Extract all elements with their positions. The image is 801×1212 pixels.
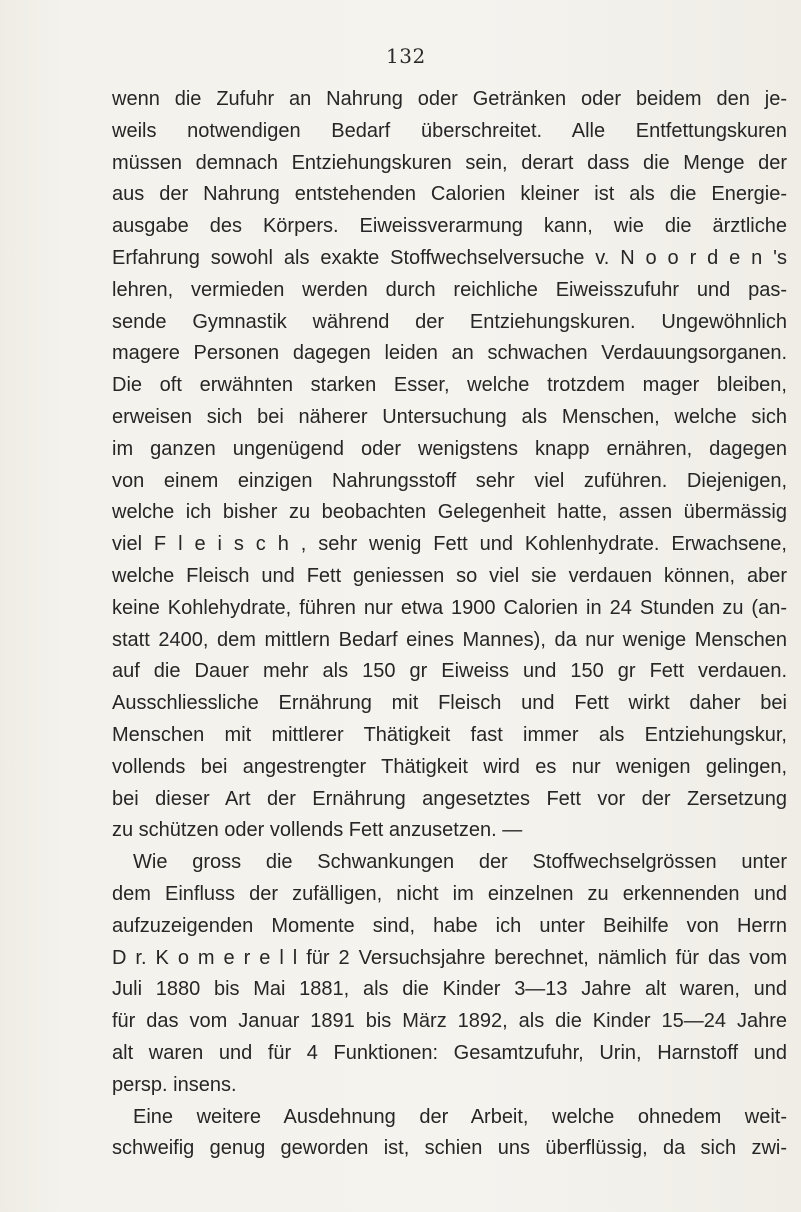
text-line: Die oft erwähnten starken Esser, welche trotzdem mager bleiben, <box>112 374 787 397</box>
text-line: Juli 1880 bis Mai 1881, als die Kinder 3—13 Jahre alt waren, und <box>112 978 787 1001</box>
text-line: alt waren und für 4 Funktionen: Gesamtzufuhr, Urin, Harnstoff und <box>112 1041 787 1064</box>
text-line: zu schützen oder vollends Fett anzusetzen. — <box>112 819 523 842</box>
text-line: welche Fleisch und Fett geniessen so viel sie verdauen können, aber <box>112 564 787 587</box>
text-line: im ganzen ungenügend oder wenigstens knapp ernähren, dagegen <box>112 437 787 460</box>
text-line: vollends bei angestrengter Thätigkeit wird es nur wenigen gelingen, <box>112 755 787 778</box>
text-line: Wie gross die Schwankungen der Stoffwechselgrössen unter <box>133 851 787 874</box>
text-line: aus der Nahrung entstehenden Calorien kleiner ist als die Energie- <box>112 183 787 206</box>
text-line: ausgabe des Körpers. Eiweissverarmung kann, wie die ärztliche <box>112 215 787 238</box>
text-line: statt 2400, dem mittlern Bedarf eines Mannes), da nur wenige Menschen <box>112 628 787 651</box>
text-line: aufzuzeigenden Momente sind, habe ich unter Beihilfe von Herrn <box>112 914 787 937</box>
text-line: viel F l e i s c h , sehr wenig Fett und Kohlenhydrate. Erwachsene, <box>112 533 787 556</box>
text-line: lehren, vermieden werden durch reichliche Eiweisszufuhr und pas- <box>112 278 787 301</box>
text-line: wenn die Zufuhr an Nahrung oder Getränken oder beidem den je- <box>112 88 787 110</box>
page-number: 132 <box>386 44 426 68</box>
text-line: müssen demnach Entziehungskuren sein, derart dass die Menge der <box>112 151 787 174</box>
body-text <box>112 84 787 1165</box>
text-line: von einem einzigen Nahrungsstoff sehr viel zuführen. Diejenigen, <box>112 469 787 492</box>
text-line: persp. insens. <box>112 1073 237 1096</box>
text-line: Erfahrung sowohl als exakte Stoffwechselversuche v. N o o r d e n 's <box>112 246 787 269</box>
text-line: sende Gymnastik während der Entziehungskuren. Ungewöhnlich <box>112 310 787 333</box>
text-line: Menschen mit mittlerer Thätigkeit fast immer als Entziehungskur, <box>112 723 787 746</box>
text-line: für das vom Januar 1891 bis März 1892, als die Kinder 15—24 Jahre <box>112 1010 787 1033</box>
text-line: Eine weitere Ausdehnung der Arbeit, welche ohnedem weit- <box>133 1105 787 1128</box>
text-line: dem Einfluss der zufälligen, nicht im einzelnen zu erkennenden und <box>112 882 787 905</box>
text-line: keine Kohlehydrate, führen nur etwa 1900 Calorien in 24 Stunden zu (an- <box>112 596 787 619</box>
text-line: bei dieser Art der Ernährung angesetztes Fett vor der Zersetzung <box>112 787 787 810</box>
text-line: auf die Dauer mehr als 150 gr Eiweiss und 150 gr Fett verdauen. <box>112 660 787 683</box>
text-line: magere Personen dagegen leiden an schwachen Verdauungsorganen. <box>112 342 787 365</box>
text-line: welche ich bisher zu beobachten Gelegenheit hatte, assen übermässig <box>112 501 787 524</box>
text-line: D r. K o m e r e l l für 2 Versuchsjahre berechnet, nämlich für das vom <box>112 946 787 969</box>
text-line: Ausschliessliche Ernährung mit Fleisch und Fett wirkt daher bei <box>112 692 787 715</box>
text-line: weils notwendigen Bedarf überschreitet. Alle Entfettungskuren <box>112 119 787 142</box>
text-line: erweisen sich bei näherer Untersuchung als Menschen, welche sich <box>112 405 787 428</box>
text-line: schweifig genug geworden ist, schien uns überflüssig, da sich zwi- <box>112 1137 787 1160</box>
